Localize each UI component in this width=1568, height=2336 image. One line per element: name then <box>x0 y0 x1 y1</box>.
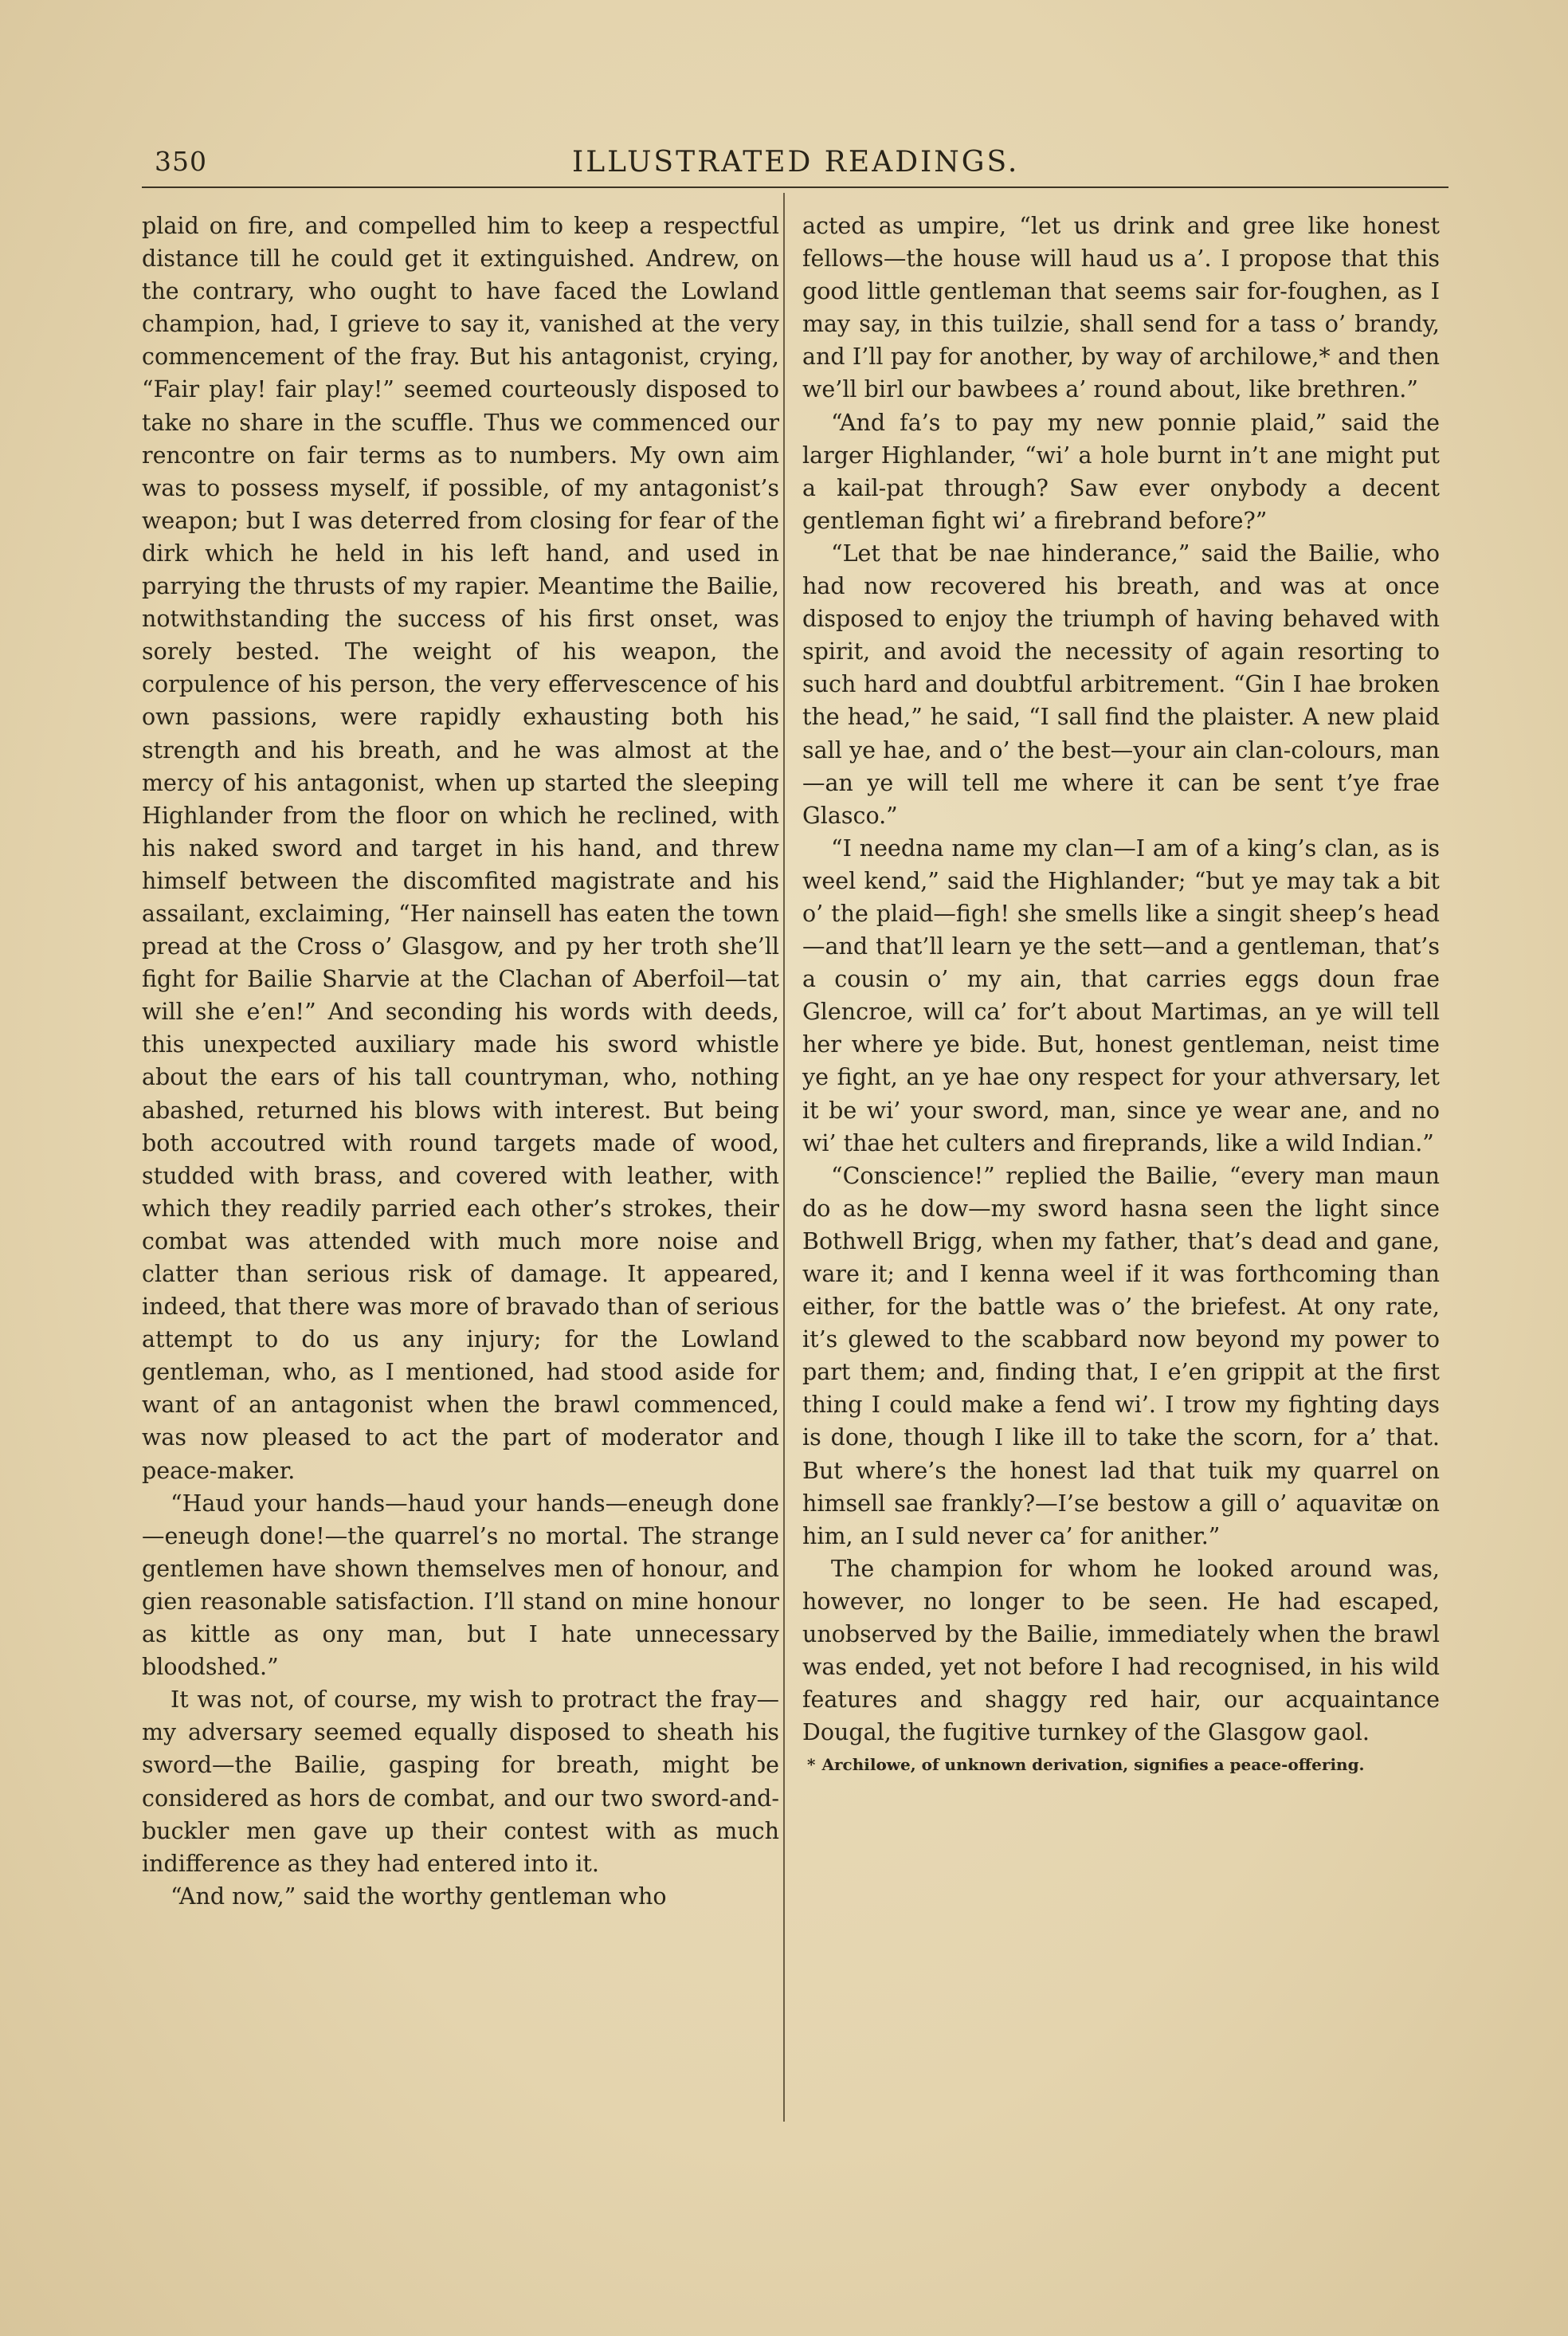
paragraph: plaid on fire, and compelled him to keep a respectful distance till he could get it extinguished. Andrew, on the contrary, who ought to have faced the Lowland champion, had, I grieve to say it, vanished at the very commencement of the fray. But his antagonist, crying, “Fair play! fair play!” seemed courteously disposed to take no share in the scuffle. Thus we commenced our rencontre on fair terms as to numbers. My own aim was to possess myself, if possible, of my antagonist’s weapon; but I was deterred from closing for fear of the dirk which he held in his left hand, and used in parrying the thrusts of my rapier. Meantime the Bailie, notwithstanding the success of his first onset, was sorely bested. The weight of his weapon, the corpulence of his person, the very effervescence of his own passions, were rapidly exhausting both his strength and his breath, and he was almost at the mercy of his antagonist, when up started the sleeping Highlander from the floor on which he reclined, with his naked sword and target in his hand, and threw himself between the discomfited magistrate and his assailant, exclaiming, “Her nainsell has eaten the town pread at the Cross o’ Glasgow, and py her troth she’ll fight for Bailie Sharvie at the Clachan of Aberfoil—tat will she e’en!” And seconding his words with deeds, this unexpected auxiliary made his sword whistle about the ears of his tall countryman, who, nothing abashed, returned his blows with interest. But being both accoutred with round targets made of wood, studded with brass, and covered with leather, with which they readily parried each other’s strokes, their combat was attended with much more noise and clatter than serious risk of damage. It appeared, indeed, that there was more of bravado than of serious attempt to do us any injury; for the Lowland gentleman, who, as I mentioned, had stood aside for want of an antagonist when the brawl commenced, was now pleased to act the part of moderator and peace-maker. <box>142 213 779 1484</box>
paragraph: The champion for whom he looked around was, however, no longer to be seen. He had escaped, unobserved by the Bailie, immediately when the brawl was ended, yet not before I had recognised, in his wild features and shaggy red hair, our acquaintance Dougal, the fugitive turnkey of the Glasgow gaol. <box>802 1555 1440 1746</box>
paragraph: “And now,” said the worthy gentleman who <box>171 1883 667 1910</box>
paragraph: acted as umpire, “let us drink and gree like honest fellows—the house will haud us a’. I propose that this good little gentleman that seems sair for-foughen, as I may say, in this tuilzie, shall send for a tass o’ brandy, and I’ll pay for another, by way of archilowe,* and then we’ll birl our bawbees a’ round about, like brethren.” <box>802 213 1440 403</box>
right-column <box>802 210 1440 1776</box>
paragraph: “Conscience!” replied the Bailie, “every man maun do as he dow—my sword hasna seen the light since Bothwell Brigg, when my father, that’s dead and gane, ware it; and I kenna weel if it was forthcoming than either, for the battle was o’ the briefest. At ony rate, it’s glewed to the scabbard now beyond my power to part them; and, finding that, I e’en grippit at the first thing I could make a fend wi’. I trow my fighting days is done, though I like ill to take the scorn, for a’ that. But where’s the honest lad that tuik my quarrel on himsell sae frankly?—I’se bestow a gill o’ aquavitæ on him, an I suld never ca’ for anither.” <box>802 1162 1440 1549</box>
paragraph: “Let that be nae hinderance,” said the Bailie, who had now recovered his breath, and was at once disposed to enjoy the triumph of having behaved with spirit, and avoid the necessity of again resorting to such hard and doubtful arbitrement. “Gin I hae broken the head,” he said, “I sall find the plaister. A new plaid sall ye hae, and o’ the best—your ain clan-colours, man—an ye will tell me where it can be sent t’ye frae Glasco.” <box>802 540 1440 829</box>
paragraph: “Haud your hands—haud your hands—eneugh done—eneugh done!—the quarrel’s no mortal. The strange gentlemen have shown themselves men of honour, and gien reasonable satisfaction. I’ll stand on mine honour as kittle as ony man, but I hate unnecessary bloodshed.” <box>142 1490 779 1681</box>
left-column <box>142 210 779 1913</box>
column-divider <box>783 193 785 2122</box>
footnote-marker: * <box>807 1755 816 1775</box>
footnote <box>802 1753 1440 1776</box>
footnote-text: Archilowe, of unknown derivation, signifies a peace-offering. <box>821 1755 1365 1775</box>
running-title: ILLUSTRATED READINGS. <box>572 146 1020 179</box>
page-header <box>0 146 1568 186</box>
paragraph: “I needna name my clan—I am of a king’s clan, as is weel kend,” said the Highlander; “but ye may tak a bit o’ the plaid—figh! she smells like a singit sheep’s head—and that’ll learn ye the sett—and a gentleman, that’s a cousin o’ my ain, that carries eggs doun frae Glencroe, will ca’ for’t about Martimas, an ye will tell her where ye bide. But, honest gentleman, neist time ye fight, an ye hae ony respect for your athversary, let it be wi’ your sword, man, since ye wear ane, and no wi’ thae het culters and fireprands, like a wild Indian.” <box>802 834 1440 1156</box>
paragraph: “And fa’s to pay my new ponnie plaid,” said the larger Highlander, “wi’ a hole burnt in’t ane might put a kail-pat through? Saw ever onybody a decent gentleman fight wi’ a firebrand before?” <box>802 409 1440 534</box>
page-number: 350 <box>155 146 207 177</box>
paragraph: It was not, of course, my wish to protract the fray—my adversary seemed equally disposed to sheath his sword—the Bailie, gasping for breath, might be considered as hors de combat, and our two sword-and-buckler men gave up their contest with as much indifference as they had entered into it. <box>142 1686 779 1877</box>
header-rule <box>142 186 1448 188</box>
